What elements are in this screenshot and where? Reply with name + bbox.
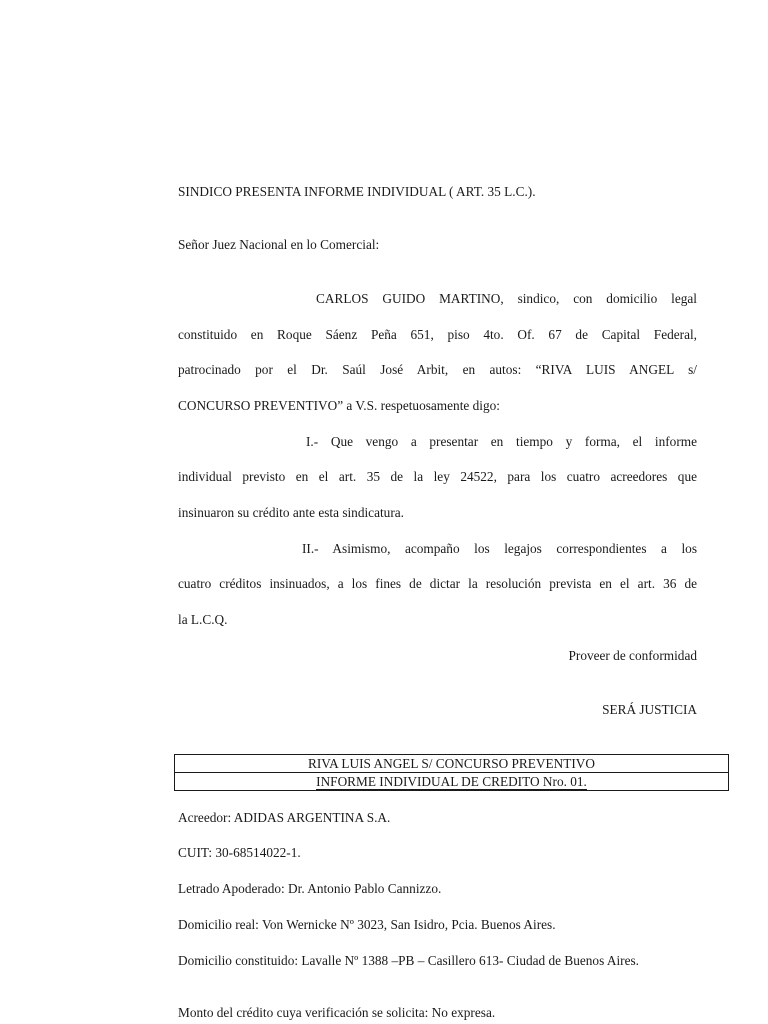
closing-request: Proveer de conformidad [568, 648, 697, 663]
creditor-cuit: CUIT: 30-68514022-1. [178, 845, 301, 860]
report-title-box [174, 754, 729, 791]
report-case-title [175, 755, 728, 772]
intro-line-3: patrocinado por el Dr. Saúl José Arbit, en autos: “RIVA LUIS ANGEL s/ [178, 362, 697, 377]
point-2-line-2: cuatro créditos insinuados, a los fines de dictar la resolución prevista en el art. 36 de [178, 576, 697, 591]
point-1-line-2: individual previsto en el art. 35 de la ley 24522, para los cuatro acreedores que [178, 469, 697, 484]
report-case-title-text: RIVA LUIS ANGEL S/ CONCURSO PREVENTIVO [307, 756, 596, 771]
creditor-name: Acreedor: ADIDAS ARGENTINA S.A. [178, 810, 391, 825]
creditor-legal-address: Domicilio constituido: Lavalle Nº 1388 –PB – Casillero 613- Ciudad de Buenos Aires. [178, 953, 639, 968]
creditor-attorney: Letrado Apoderado: Dr. Antonio Pablo Cannizzo. [178, 881, 442, 896]
salutation: Señor Juez Nacional en lo Comercial: [178, 237, 380, 252]
point-2-line-3: la L.C.Q. [178, 612, 228, 627]
credit-amount: Monto del crédito cuya verificación se solicita: No expresa. [178, 1005, 496, 1020]
intro-line-1: CARLOS GUIDO MARTINO, sindico, con domicilio legal [316, 291, 697, 306]
creditor-real-address: Domicilio real: Von Wernicke Nº 3023, San Isidro, Pcia. Buenos Aires. [178, 917, 556, 932]
intro-line-4: CONCURSO PREVENTIVO” a V.S. respetuosamente digo: [178, 398, 500, 413]
point-1-line-3: insinuaron su crédito ante esta sindicatura. [178, 505, 404, 520]
report-credit-title-text: INFORME INDIVIDUAL DE CREDITO Nro. 01. [316, 774, 587, 789]
document-heading: SINDICO PRESENTA INFORME INDIVIDUAL ( ART. 35 L.C.). [178, 184, 536, 199]
closing-justice: SERÁ JUSTICIA [602, 702, 697, 717]
point-2-line-1: II.- Asimismo, acompaño los legajos correspondientes a los [302, 541, 697, 556]
point-1-line-1: I.- Que vengo a presentar en tiempo y forma, el informe [306, 434, 697, 449]
report-credit-title [175, 772, 728, 790]
intro-line-2: constituido en Roque Sáenz Peña 651, piso 4to. Of. 67 de Capital Federal, [178, 327, 697, 342]
